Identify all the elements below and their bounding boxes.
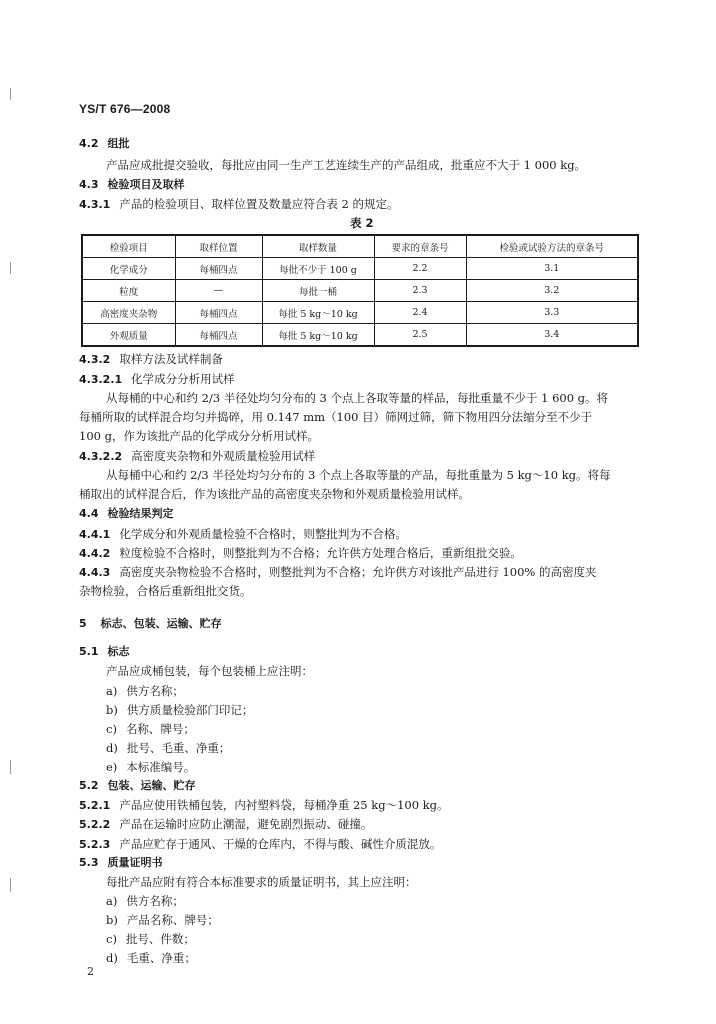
section-4-2-heading xyxy=(79,137,130,151)
section-number: 5.3 xyxy=(79,856,99,869)
section-title: 组批 xyxy=(107,137,130,150)
scan-margin-mark xyxy=(10,262,11,274)
table-header-cell: 检验或试验方法的章条号 xyxy=(466,235,638,258)
list-item-text: 批号、件数； xyxy=(125,932,195,946)
table-cell: 外观质量 xyxy=(82,324,175,347)
section-4-3-2-heading xyxy=(79,352,223,367)
table-cell: 3.3 xyxy=(466,302,638,324)
section-5-2-1-paragraph xyxy=(79,798,449,813)
list-marker: e) xyxy=(106,760,118,774)
table-cell: 2.4 xyxy=(374,302,466,324)
section-number: 4.3.2.2 xyxy=(79,450,123,463)
table-row xyxy=(82,280,638,302)
paragraph-line: 100 g，作为该批产品的化学成分分析用试样。 xyxy=(79,429,319,443)
section-number: 4.3.1 xyxy=(79,198,111,211)
table-header-cell: 要求的章条号 xyxy=(374,235,466,258)
table-cell: 2.3 xyxy=(374,280,466,302)
table-cell: 2.5 xyxy=(374,324,466,347)
section-number: 4.4.3 xyxy=(79,566,111,579)
table-cell: 每批不少于 100 g xyxy=(262,258,374,280)
section-title: 取样方法及试样制备 xyxy=(119,352,223,366)
list-item xyxy=(106,703,253,717)
table-row xyxy=(82,324,638,347)
list-marker: c) xyxy=(106,722,117,736)
section-number: 5.2.3 xyxy=(79,838,111,851)
list-item xyxy=(106,684,184,698)
paragraph-text: 粒度检验不合格时，则整批判为不合格；允许供方处理合格后，重新组批交验。 xyxy=(119,546,522,560)
paragraph-text: 产品在运输时应防止潮湿，避免剧烈振动、碰撞。 xyxy=(119,817,373,831)
section-title: 标志 xyxy=(107,645,130,658)
page-number: 2 xyxy=(87,965,94,978)
section-4-4-heading xyxy=(79,507,174,521)
paragraph-text: 产品应使用铁桶包装，内衬塑料袋，每桶净重 25 kg～100 kg。 xyxy=(119,798,449,812)
table-row xyxy=(82,302,638,324)
table-cell: 每批 5 kg～10 kg xyxy=(262,324,374,347)
section-title: 高密度夹杂物和外观质量检验用试样 xyxy=(131,449,316,463)
list-item-text: 供方质量检验部门印记； xyxy=(126,703,254,717)
paragraph-line: 从每桶中心和约 2/3 半径处均匀分布的 3 个点上各取等量的产品，每批重量为 5 kg～10 kg。将每 xyxy=(106,468,611,482)
section-number: 5 xyxy=(79,617,87,630)
list-item-text: 本标准编号。 xyxy=(126,760,196,774)
list-marker: c) xyxy=(106,932,117,946)
section-title: 包装、运输、贮存 xyxy=(107,779,196,792)
list-item xyxy=(106,741,230,755)
list-item xyxy=(106,894,184,908)
section-number: 5.2.2 xyxy=(79,818,111,831)
list-item-text: 名称、牌号； xyxy=(125,722,195,736)
table-cell: 高密度夹杂物 xyxy=(82,302,175,324)
list-marker: a) xyxy=(106,684,118,698)
paragraph-line: 从每桶的中心和约 2/3 半径处均匀分布的 3 个点上各取等量的样品，每批重量不少于 1 600 g。将 xyxy=(106,391,609,405)
section-title: 检验结果判定 xyxy=(107,507,174,520)
section-5-2-heading xyxy=(79,779,196,793)
table-cell: 3.2 xyxy=(466,280,638,302)
paragraph-text: 产品应贮存于通风、干燥的仓库内，不得与酸、碱性介质混放。 xyxy=(119,837,442,851)
section-number: 4.3.2.1 xyxy=(79,373,123,386)
list-item-text: 产品名称、牌号； xyxy=(126,913,219,927)
paragraph-line: 每桶所取的试样混合均匀并捣碎，用 0.147 mm（100 目）筛网过筛，筛下物用四分法缩分至不少于 xyxy=(79,410,593,424)
paragraph-line: 桶取出的试样混合后，作为该批产品的高密度夹杂物和外观质量检验用试样。 xyxy=(79,487,470,501)
list-item-text: 供方名称； xyxy=(126,684,184,698)
list-item-text: 供方名称； xyxy=(126,894,184,908)
table-cell: 每桶四点 xyxy=(175,302,262,324)
list-marker: b) xyxy=(106,913,118,927)
paragraph-text: 化学成分和外观质量检验不合格时，则整批判为不合格。 xyxy=(119,527,407,541)
section-number: 4.4.1 xyxy=(79,528,111,541)
section-4-3-heading xyxy=(79,178,185,192)
section-number: 5.1 xyxy=(79,645,99,658)
section-4-4-3-paragraph xyxy=(79,565,597,580)
section-4-3-2-1-heading xyxy=(79,372,235,387)
section-number: 4.3.2 xyxy=(79,353,111,366)
table-cell: 2.2 xyxy=(374,258,466,280)
section-number: 5.2.1 xyxy=(79,799,111,812)
section-number: 4.2 xyxy=(79,137,99,150)
section-4-4-2-paragraph xyxy=(79,546,522,561)
section-5-1-heading xyxy=(79,645,130,659)
section-5-1-intro: 产品应成桶包装，每个包装桶上应注明： xyxy=(106,664,313,678)
list-marker: a) xyxy=(106,894,118,908)
list-item xyxy=(106,951,196,965)
scan-margin-mark xyxy=(10,878,11,892)
paragraph-text: 高密度夹杂物检验不合格时，则整批判为不合格；允许供方对该批产品进行 100% 的高密度夹 xyxy=(119,565,597,579)
scan-margin-mark xyxy=(10,88,11,100)
table-cell: 每桶四点 xyxy=(175,258,262,280)
table-header-row xyxy=(82,235,638,258)
table-cell: 每桶四点 xyxy=(175,324,262,347)
table-cell: 3.1 xyxy=(466,258,638,280)
section-4-2-body: 产品应成批提交验收，每批应由同一生产工艺连续生产的产品组成，批重应不大于 1 000 kg。 xyxy=(106,158,587,172)
section-4-3-2-2-heading xyxy=(79,449,315,464)
section-number: 5.2 xyxy=(79,779,99,792)
table-caption: 表 2 xyxy=(350,216,374,230)
section-title: 化学成分分析用试样 xyxy=(131,372,235,386)
section-4-4-1-paragraph xyxy=(79,527,407,542)
list-item xyxy=(106,913,219,927)
paragraph-text: 产品的检验项目、取样位置及数量应符合表 2 的规定。 xyxy=(119,197,399,211)
list-marker: d) xyxy=(106,951,118,965)
table-cell: 粒度 xyxy=(82,280,175,302)
chapter-5-heading xyxy=(79,617,222,631)
paragraph-line: 杂物检验，合格后重新组批交货。 xyxy=(79,584,252,598)
section-number: 4.4 xyxy=(79,507,99,520)
table-cell: 每批 5 kg～10 kg xyxy=(262,302,374,324)
section-title: 检验项目及取样 xyxy=(107,178,185,191)
list-marker: d) xyxy=(106,741,118,755)
table-header-cell: 检验项目 xyxy=(82,235,175,258)
section-5-3-heading xyxy=(79,856,163,870)
list-marker: b) xyxy=(106,703,118,717)
scan-margin-mark xyxy=(10,760,11,774)
section-4-3-1-paragraph xyxy=(79,197,398,212)
table-header-cell: 取样位置 xyxy=(175,235,262,258)
section-5-2-3-paragraph xyxy=(79,837,441,852)
list-item xyxy=(106,760,195,774)
section-title: 标志、包装、运输、贮存 xyxy=(100,617,222,630)
list-item-text: 批号、毛重、净重； xyxy=(126,741,231,755)
list-item xyxy=(106,932,195,946)
table-row xyxy=(82,258,638,280)
list-item xyxy=(106,722,195,736)
section-number: 4.3 xyxy=(79,178,99,191)
table-cell: 每批一桶 xyxy=(262,280,374,302)
table-cell: 3.4 xyxy=(466,324,638,347)
section-5-3-intro: 每批产品应附有符合本标准要求的质量证明书，其上应注明： xyxy=(106,875,417,889)
standard-code: YS/T 676—2008 xyxy=(79,102,171,116)
section-5-2-2-paragraph xyxy=(79,817,372,832)
section-title: 质量证明书 xyxy=(107,856,163,869)
inspection-table xyxy=(81,234,639,347)
section-number: 4.4.2 xyxy=(79,547,111,560)
table-cell: 化学成分 xyxy=(82,258,175,280)
list-item-text: 毛重、净重； xyxy=(126,951,196,965)
table-cell: — xyxy=(175,280,262,302)
table-header-cell: 取样数量 xyxy=(262,235,374,258)
